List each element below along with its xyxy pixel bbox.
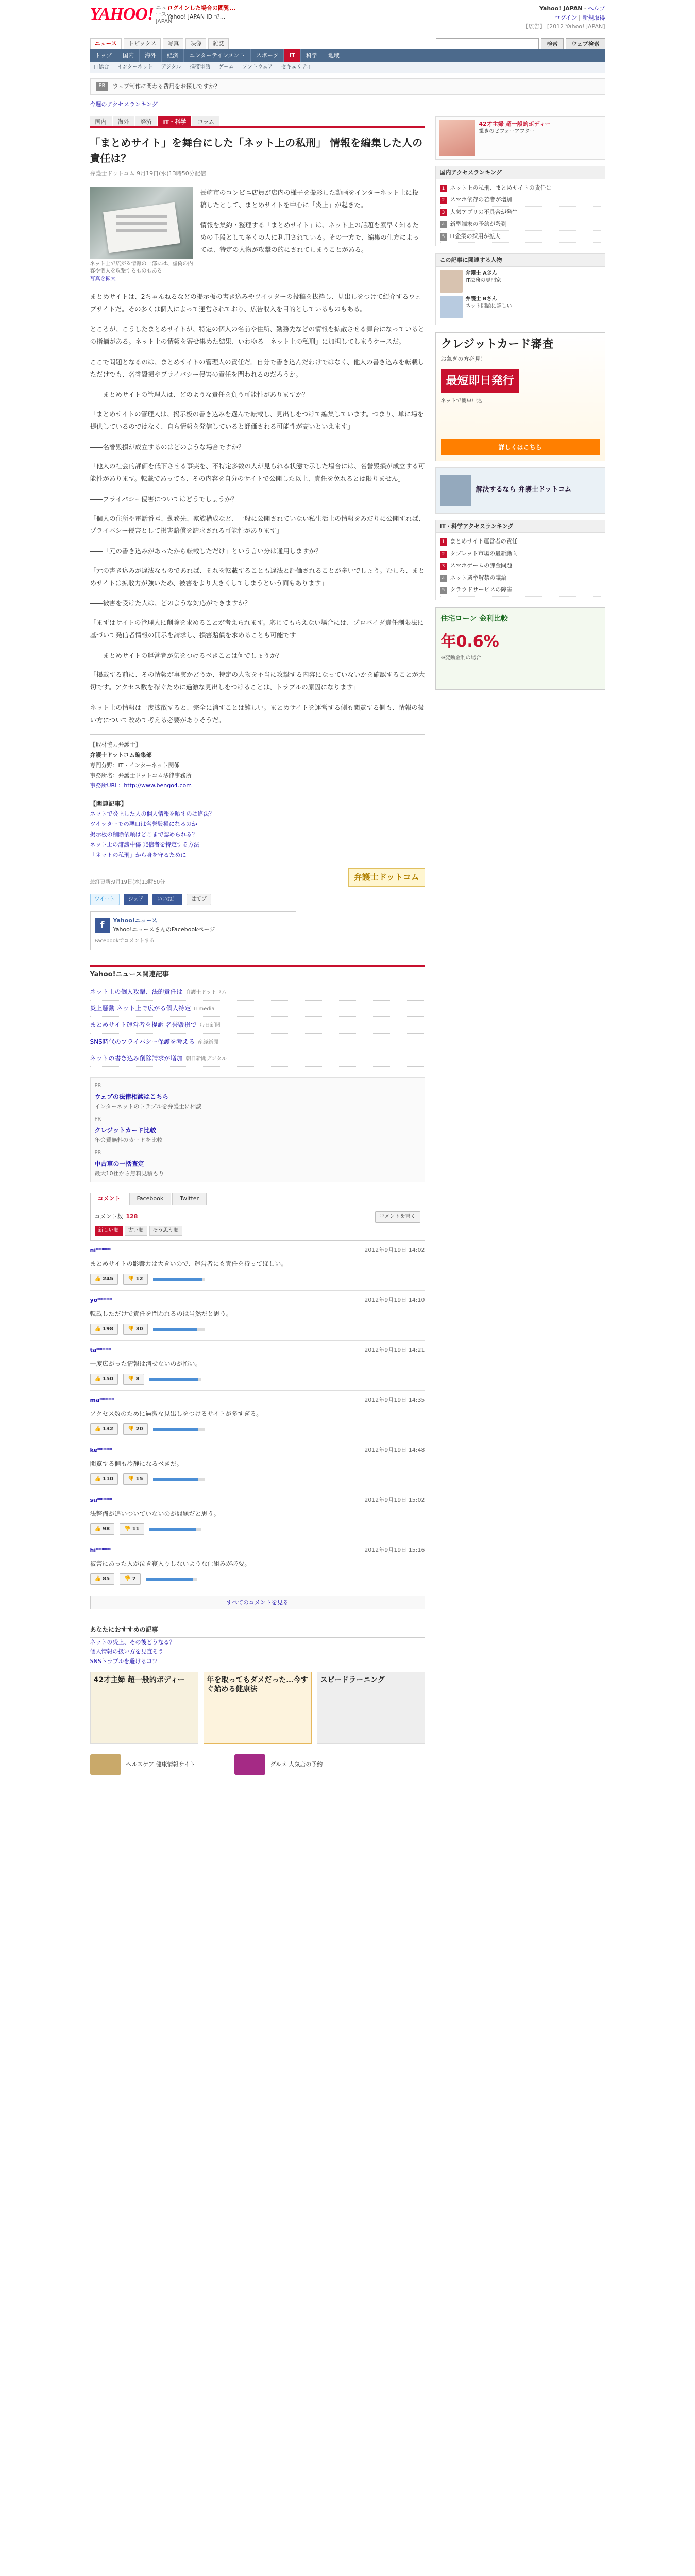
source-info [90,876,165,887]
comment-time: 2012年9月19日 14:21 [364,1346,425,1353]
comments-section [90,1193,425,1609]
site-header [90,0,605,36]
subnav-item[interactable]: ソフトウェア [242,64,273,70]
loan-ad-note: ※変動金利の場合 [440,655,481,662]
comment-user[interactable]: su***** [90,1496,112,1503]
sidebar-banner[interactable] [435,467,605,514]
comment-tabs [90,1193,425,1205]
search-input[interactable] [436,38,539,49]
page [90,0,605,1775]
pickup-label: PR [96,82,109,91]
comment-list [90,1241,425,1590]
interview-question: ――「元の書き込みがあったから転載しただけ」という言い分は通用しますか？ [90,547,322,555]
promo-thumbnail[interactable] [234,1754,265,1775]
related-article-link[interactable]: 「ネットの私刑」から身を守るために [90,851,187,858]
disagree-button[interactable]: 👎 12 [123,1274,148,1285]
ranking-item[interactable]: 5 IT企業の採用が拡大 [440,231,601,243]
share-buttons [90,894,425,905]
category-nav [90,49,605,62]
photo-caption: ネット上で広がる情報の一部には、虚偽の内容や個人を攻撃するものもある [90,261,193,274]
ad-card[interactable]: 42才主婦 超一般的ボディー [90,1672,198,1744]
ranking-item[interactable]: 3 スマホゲームの課金問題 [440,560,601,572]
share-button[interactable]: シェア [124,894,148,905]
comment-time: 2012年9月19日 14:10 [364,1296,425,1303]
comment-text: アクセス数のために過激な見出しをつけるサイトが多すぎる。 [90,1410,263,1418]
vote-ratio-bar [153,1428,205,1431]
interview-question: ――被害を受けた人は、どのような対応ができますか？ [90,599,251,607]
ranking-item[interactable]: 4 ネット選挙解禁の議論 [440,572,601,585]
photo-enlarge-link[interactable]: 写真を拡大 [90,276,116,282]
subnav-item[interactable]: インターネット [117,64,153,70]
vote-ratio-fill [146,1578,193,1581]
avatar [440,296,463,318]
vote-ratio-fill [153,1278,202,1281]
loan-ad-title: 住宅ローン 金利比較 [440,614,508,623]
search-button[interactable]: 検索 [541,38,564,49]
agree-button[interactable]: 👍 132 [90,1423,118,1435]
people-head: この記事に関連する人物 [436,254,605,267]
hatena-bookmark-button[interactable]: はてブ [187,894,211,905]
lead-paragraph: 長崎市のコンビニ店員が店内の様子を撮影した動画をインターネット上に投稿したとして、まとめサイトを中心に「炎上」が起きた。 [200,188,419,209]
header-notice-2[interactable]: Yahoo! JAPAN ID で... [167,13,226,20]
content-layout [90,116,605,1774]
cat-top[interactable]: トップ [90,49,118,62]
facebook-page-title[interactable]: Yahoo!ニュース [113,917,158,924]
sidebar-ad-image [439,120,475,156]
topics-line[interactable]: 今週のアクセスランキング [90,98,605,112]
sponsored-item[interactable]: PR クレジットカード比較 年会費無料のカードを比較 [94,1116,163,1143]
ranking-item[interactable]: 2 スマホ依存の若者が増加 [440,194,601,207]
agree-button[interactable]: 👍 85 [90,1573,115,1585]
lead-paragraph: 情報を集約・整理する「まとめサイト」は、ネット上の話題を素早く知るための手段として多くの人に利用されている。その一方で、編集の仕方によっては、特定の人物が攻撃の的にされてしまうことがある。 [200,221,419,253]
article-cat-tab[interactable]: 海外 [113,116,134,126]
comment-text: まとめサイトの影響力は大きいので、運営者にも責任を持ってほしい。 [90,1260,287,1268]
comment-user[interactable]: hi***** [90,1546,111,1553]
interview-question: ――名誉毀損が成立するのはどのような場合ですか？ [90,443,245,451]
comment-item [90,1490,425,1540]
tweet-button[interactable]: ツイート [90,894,120,905]
ranking-item[interactable]: 3 人気アプリの不具合が発生 [440,207,601,219]
disagree-button[interactable]: 👎 11 [120,1523,144,1535]
article-cat-tab[interactable]: コラム [192,116,219,126]
article-photo [90,187,193,283]
related-news-item[interactable]: 炎上騒動 ネット上で広がる個人特定 ITmedia [90,1001,425,1017]
person-item[interactable]: 弁護士 Bさん ネット問題に詳しい [440,296,601,318]
author-line: 事務所名：弁護士ドットコム法律事務所 [90,772,192,779]
source-strip [90,868,425,887]
article-cat-tab[interactable]: IT・科学 [158,116,192,126]
sort-agree[interactable]: そう思う順 [149,1226,182,1236]
comment-user[interactable]: ma***** [90,1396,115,1403]
avatar [440,270,463,293]
vote-ratio-bar [153,1328,205,1331]
comment-item [90,1540,425,1590]
login-link[interactable]: ログイン [554,14,577,21]
related-news-item[interactable]: ネットの書き込み削除請求が増加 朝日新聞デジタル [90,1050,425,1067]
interview-question: ――まとめサイトの管理人は、どのような責任を負う可能性がありますか？ [90,391,309,399]
vote-ratio-fill [149,1528,196,1531]
comment-user[interactable]: ta***** [90,1346,111,1353]
tab-comments[interactable]: コメント [90,1193,128,1205]
facebook-comment-note[interactable]: Facebookでコメントする [94,938,155,944]
article-photo-image[interactable] [90,187,193,259]
vote-ratio-bar [149,1378,201,1381]
sort-oldest[interactable]: 古い順 [125,1226,147,1236]
interview-question: ――まとめサイトの運営者が気をつけるべきことは何でしょうか？ [90,651,283,659]
write-comment-button[interactable]: コメントを書く [375,1211,420,1223]
author-name: 弁護士ドットコム編集部 [90,752,152,759]
comment-time: 2012年9月19日 15:16 [364,1546,425,1553]
tab-topics[interactable]: トピックス [124,38,161,49]
body-paragraph: 「掲載する前に、その情報が事実かどうか、特定の人物を不当に攻撃する内容になっていないかを確認することが大切です。アクセス数を稼ぐために過激な見出しをつけることは、トラブルの原因になります」 [90,671,425,691]
pickup-text: ウェブ制作に関わる費用をお探しですか？ [112,83,221,90]
sidebar-ad-text: 42才主婦 超一般的ボディー 驚きのビフォーアフター [479,121,551,134]
related-news-item[interactable]: SNS時代のプライバシー保護を考える 産経新聞 [90,1034,425,1050]
ad-card[interactable]: スピードラーニング [317,1672,425,1744]
sponsored-item[interactable]: PR ウェブの法律相談はこちら インターネットのトラブルを弁護士に相談 [94,1082,202,1110]
tab-magazine[interactable]: 雑誌 [208,38,229,49]
recommended-cards [90,1672,425,1744]
person-item[interactable]: 弁護士 Aさん IT法務の専門家 [440,270,601,293]
recommended-link[interactable]: 個人情報の扱い方を見直そう [90,1648,164,1655]
facebook-icon: f [95,918,110,933]
body-paragraph: 「他人の社会的評価を低下させる事実を、不特定多数の人が見られる状態で示した場合には、名誉毀損が成立する可能性があります。転載であっても、その内容を自分のサイトで公開した以上、責任を免れるとは限りません」 [90,462,425,483]
ad-subheadline: お急ぎの方必見！ [440,355,486,363]
author-line: 専門分野：IT・インターネット関係 [90,761,180,769]
register-link[interactable]: 新規取得 [582,14,605,21]
source-logo[interactable]: 弁護士ドットコム [348,868,425,887]
related-article-link[interactable]: ツイッターでの悪口は名誉毀損になるのか [90,821,197,828]
comment-item [90,1440,425,1490]
vote-ratio-bar [153,1278,205,1281]
related-articles [90,809,425,860]
ad-badge: 最短即日発行 [441,369,519,393]
credit-card-ad[interactable] [435,332,605,461]
article-cat-tab[interactable]: 経済 [135,116,157,126]
cat-sports[interactable]: スポーツ [251,49,284,62]
subnav-item[interactable]: 携帯電話 [190,64,211,70]
ad-card[interactable]: 年を取ってもダメだった…今すぐ始める健康法 [204,1672,312,1744]
like-button[interactable]: いいね！ [152,894,182,905]
help-link[interactable]: ヘルプ [588,5,605,12]
related-articles-head: 【関連記事】 [90,800,127,808]
comment-count: 128 [126,1213,138,1221]
tab-twitter-comments[interactable]: Twitter [172,1193,207,1205]
interview-question: ――プライバシー侵害についてはどうでしょうか？ [90,495,238,503]
ranking-box [435,166,605,246]
vote-ratio-bar [153,1478,205,1481]
loan-ad-rate: 年0.6% [440,633,499,651]
ranking-item[interactable]: 2 タブレット市場の最新動向 [440,548,601,561]
header-brand[interactable]: Yahoo! JAPAN [539,5,583,12]
ranking-item[interactable]: 5 クラウドサービスの障害 [440,584,601,597]
comment-sort [95,1226,420,1236]
vote-ratio-fill [153,1478,198,1481]
comment-user[interactable]: yo***** [90,1296,112,1303]
related-article-link[interactable]: 掲示板の削除依頼はどこまで認められる？ [90,831,198,838]
disagree-button[interactable]: 👎 8 [123,1374,144,1385]
ranking-item[interactable]: 4 新型端末の予約が殺到 [440,218,601,231]
comment-item [90,1241,425,1291]
body-paragraph: 「まずはサイトの管理人に削除を求めることが考えられます。応じてもらえない場合には、プロバイダ責任制限法に基づいて発信者情報の開示を請求し、損害賠償を求めることも可能です」 [90,619,424,639]
recommended-link[interactable]: SNSトラブルを避けるコツ [90,1657,158,1665]
tab-video[interactable]: 映像 [185,38,206,49]
cat-world[interactable]: 海外 [140,49,162,62]
subnav-item[interactable]: IT総合 [94,64,109,70]
yahoo-logo-text: YAHOO! [90,4,154,24]
web-search-button[interactable]: ウェブ検索 [566,38,605,49]
body-paragraph: ここで問題となるのは、まとめサイトの管理人の責任だ。自分で書き込んだわけではなく、他人の書き込みを転載しただけでも、名誉毀損やプライバシー侵害の責任を問われるのだろうか。 [90,358,425,378]
body-paragraph: 「元の書き込みが違法なものであれば、それを転載することも違法と評価されることが多いでしょう。むしろ、まとめサイトは拡散力が強いため、被害をより大きくしてしまうという面もあります」 [90,566,425,587]
recommended-head: あなたにおすすめの記事 [90,1625,425,1637]
disagree-button[interactable]: 👎 7 [120,1573,141,1585]
comment-time: 2012年9月19日 14:35 [364,1396,425,1403]
comment-text: 閲覧する側も冷静になるべきだ。 [90,1460,183,1468]
related-news-head: Yahoo!ニュース関連記事 [90,967,425,984]
facebook-widget [90,911,296,950]
comment-item [90,1291,425,1341]
ad-note: ネットで簡単申込 [440,398,482,404]
disagree-button[interactable]: 👎 30 [123,1324,148,1335]
sidebar [435,116,605,1774]
ranking-item[interactable]: 1 ネット上の私刑、まとめサイトの責任は [440,182,601,195]
agree-button[interactable]: 👍 110 [90,1473,118,1485]
vote-ratio-bar [149,1528,201,1531]
comment-time: 2012年9月19日 14:02 [364,1246,425,1253]
yahoo-logo-sub: ニュース JAPAN [156,4,173,25]
subnav-item[interactable]: セキュリティ [281,64,312,70]
vote-ratio-fill [149,1378,198,1381]
subnav-item[interactable]: デジタル [161,64,182,70]
related-article-link[interactable]: ネットで炎上した人の個人情報を晒すのは違法？ [90,810,215,818]
related-news-item[interactable]: ネット上の個人攻撃、法的責任は 弁護士ドットコム [90,984,425,1001]
header-account: Yahoo! JAPAN - ヘルプ ログイン | 新規取得 【広告】 [2012 Yahoo! JAPAN] [522,4,605,31]
lead-text [200,187,425,283]
body-paragraph: まとめサイトは、2ちゃんねるなどの掲示板の書き込みやツイッターの投稿を抜粋し、見出しをつけて紹介するウェブサイトだ。その多くは個人によって運営されており、広告収入を目的としているものもある。 [90,292,421,313]
tab-facebook-comments[interactable]: Facebook [129,1193,172,1205]
comment-text: 被害にあった人が泣き寝入りしないような仕組みが必要。 [90,1560,251,1568]
header-sub: 【広告】 [2012 Yahoo! JAPAN] [522,23,605,30]
search-area [436,38,605,49]
ranking-list [436,179,605,246]
ranking2-box [435,520,605,600]
promo-text[interactable]: グルメ 人気店の予約 [270,1760,323,1768]
loan-ad[interactable] [435,607,605,690]
ad-cta-button[interactable]: 詳しくはこちら [441,439,600,455]
comment-item [90,1341,425,1391]
tab-photo[interactable]: 写真 [163,38,183,49]
body-paragraph: ところが、こうしたまとめサイトが、特定の個人の名前や住所、勤務先などの情報を拡散させる舞台になっているとの指摘がある。ネット上の情報を寄せ集めた結果、いわゆる「ネット上の私刑」に加担してしまうケースだ。 [90,325,425,346]
ad-headline: クレジットカード審査 [440,337,554,351]
vote-ratio-bar [146,1578,197,1581]
body-paragraph: 「まとめサイトの管理人は、掲示板の書き込みを選んで転載し、見出しをつけて編集しています。つまり、単に場を提供しているのではなく、自ら情報を発信していると評価される可能性が高いといえます」 [90,410,424,430]
body-paragraph: 「個人の住所や電話番号、勤務先、家族構成など、一般に公開されていない私生活上の情報をみだりに公開すれば、プライバシー侵害として損害賠償を請求される可能性があります」 [90,514,425,535]
comment-user[interactable]: ke***** [90,1446,112,1453]
sponsored-links [90,1077,425,1182]
author-label: 【取材協力弁護士】 [90,741,141,749]
comment-text: 一度広がった情報は消せないのが怖い。 [90,1360,201,1368]
people-box [435,253,605,325]
facebook-page-desc: Yahoo!ニュースさんのFacebookページ [113,926,215,933]
subnav-item[interactable]: ゲーム [218,64,234,70]
article-meta: 弁護士ドットコム 9月19日(水)13時50分配信 [90,170,206,177]
yahoo-logo[interactable] [90,4,173,25]
sub-nav [90,62,605,73]
pickup-bar[interactable] [90,78,605,95]
facebook-widget-head [95,916,292,934]
comment-count-label: コメント数 [94,1213,123,1221]
cat-local[interactable]: 地域 [323,49,345,62]
comment-time: 2012年9月19日 15:02 [364,1496,425,1503]
cat-science[interactable]: 科学 [301,49,323,62]
agree-button[interactable]: 👍 98 [90,1523,115,1535]
cat-it[interactable]: IT [284,49,301,62]
cat-economy[interactable]: 経済 [162,49,184,62]
article-lead [90,187,425,283]
comment-text: 法整備が追いついていないのが問題だと思う。 [90,1510,220,1518]
agree-button[interactable]: 👍 198 [90,1324,118,1335]
ranking-item[interactable]: 1 まとめサイト運営者の責任 [440,536,601,548]
article-cat-tab[interactable]: 国内 [90,116,112,126]
tab-news[interactable]: ニュース [90,38,122,49]
sponsored-item[interactable]: PR 中古車の一括査定 最大10社から無料見積もり [94,1149,164,1177]
header-notice-1[interactable]: ログインした場合の閲覧... [167,5,236,11]
author-url[interactable]: 事務所URL：http://www.bengo4.com [90,782,192,789]
related-news-item[interactable]: まとめサイト運営者を提訴 名誉毀損で 毎日新聞 [90,1017,425,1033]
promo-row [90,1754,425,1775]
agree-button[interactable]: 👍 245 [90,1274,118,1285]
body-paragraph: ネット上の情報は一度拡散すると、完全に消すことは難しい。まとめサイトを運営する側も閲覧する側も、情報の扱い方について改めて考える必要がありそうだ。 [90,703,425,724]
related-article-link[interactable]: ネット上の誹謗中傷 発信者を特定する方法 [90,841,199,848]
promo-text[interactable]: ヘルスケア 健康情報サイト [126,1760,195,1768]
disagree-button[interactable]: 👎 20 [123,1423,148,1435]
comment-time: 2012年9月19日 14:48 [364,1446,425,1453]
comment-text: 転載しただけで責任を問われるのは当然だと思う。 [90,1310,232,1318]
ranking-head: 国内アクセスランキング [436,166,605,179]
article-title: 「まとめサイト」を舞台にした「ネット上の私刑」 情報を編集した人の責任は？ [90,137,423,165]
top-nav [90,38,605,49]
comment-item [90,1391,425,1440]
more-comments-link[interactable]: すべてのコメントを見る [90,1596,425,1610]
article-category-tabs [90,116,425,128]
related-news [90,965,425,1067]
ranking2-list [436,533,605,600]
article-body [90,291,425,726]
header-notices [167,4,236,21]
main-column [90,116,425,1774]
cat-domestic[interactable]: 国内 [117,49,140,62]
sort-newest[interactable]: 新しい順 [95,1226,123,1236]
comment-header [90,1205,425,1241]
ranking2-head: IT・科学アクセスランキング [436,520,605,533]
vote-ratio-fill [153,1428,198,1431]
last-updated: 最終更新:9月19日(水)13時50分 [90,879,165,886]
comment-user[interactable]: ni***** [90,1246,111,1253]
banner-text: 解決するなら 弁護士ドットコム [476,486,571,494]
author-box [90,734,425,791]
banner-image [440,475,471,506]
promo-thumbnail[interactable] [90,1754,121,1775]
sidebar-ad-top[interactable] [435,116,605,160]
recommended-section [90,1625,425,1743]
people-list [436,267,605,325]
agree-button[interactable]: 👍 150 [90,1374,118,1385]
recommended-link[interactable]: ネットの炎上、その後どうなる？ [90,1638,175,1646]
cat-entertainment[interactable]: エンターテインメント [184,49,250,62]
disagree-button[interactable]: 👎 15 [123,1473,148,1485]
vote-ratio-fill [153,1328,197,1331]
